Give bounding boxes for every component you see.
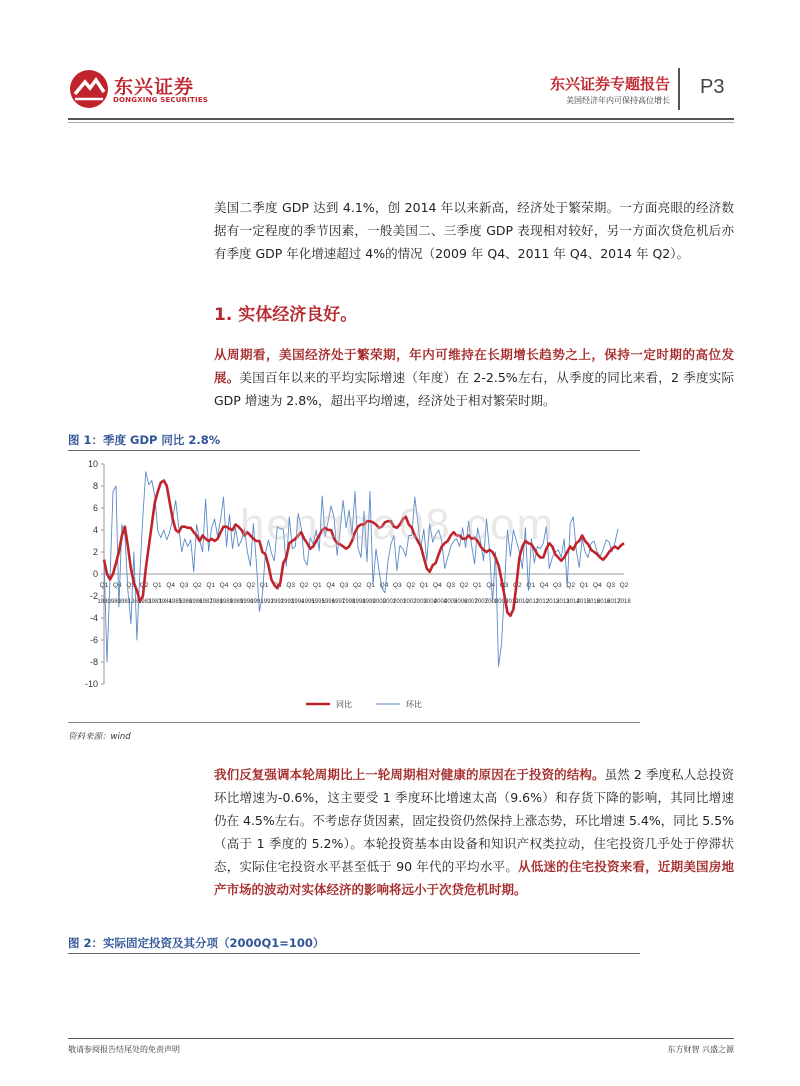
x-tick-quarter-label: Q1 bbox=[259, 582, 269, 589]
x-tick-year-label: 2003 bbox=[413, 599, 427, 605]
x-tick-quarter-label: Q1 bbox=[152, 582, 162, 589]
x-tick-year-label: 1998 bbox=[342, 599, 356, 605]
x-tick-year-label: 2013 bbox=[556, 599, 570, 605]
x-tick-year-label: 1996 bbox=[321, 599, 335, 605]
x-tick-year-label: 1992 bbox=[270, 599, 285, 605]
x-tick-quarter-label: Q3 bbox=[179, 582, 189, 589]
x-tick-quarter-label: Q1 bbox=[206, 582, 216, 589]
x-tick-year-label: 2010 bbox=[505, 599, 519, 605]
paragraph-text: 虽然 2 季度私人总投资环比增速为-0.6%，这主要受 1 季度环比增速太高（9.6%）和存货下降的影响，其同比增速仍在 4.5%左右。不考虑存货因素，固定投资仍然保持上涨态势，环比增速 5.4%，同比 5.5%（高于 1 季度的 5.2%）。本轮投资基本由设备和知识产权类拉动，住宅投资几乎处于停滞状态，实际住宅投资水平甚至低于 90 年代的平均水平。 bbox=[214, 767, 734, 874]
paragraph-text: 美国百年以来的平均实际增速（年度）在 2-2.5%左右，从季度的同比来看，2 季度实际 GDP 增速为 2.8%，超出平均增速，经济处于相对繁荣时期。 bbox=[214, 370, 734, 408]
x-tick-quarter-label: Q2 bbox=[459, 582, 469, 589]
x-tick-quarter-label: Q1 bbox=[99, 582, 109, 589]
paragraph-conclusion: 从低迷的住宅投资来看，近期美国房地产市场的波动对实体经济的影响将远小于次贷危机时期。 bbox=[214, 859, 734, 897]
x-tick-year-label: 1998 bbox=[352, 599, 366, 605]
x-tick-quarter-label: Q2 bbox=[246, 582, 256, 589]
y-tick-label: 4 bbox=[92, 525, 98, 535]
x-tick-year-label: 1999 bbox=[362, 599, 376, 605]
legend-label-qoq: 环比 bbox=[406, 700, 422, 709]
x-tick-year-label: 1984 bbox=[158, 599, 172, 605]
x-tick-quarter-label: Q2 bbox=[352, 582, 362, 589]
header-rule bbox=[68, 118, 734, 120]
y-tick-label: 0 bbox=[92, 569, 98, 579]
x-tick-year-label: 1995 bbox=[311, 599, 325, 605]
x-tick-year-label: 2001 bbox=[382, 599, 397, 605]
x-tick-quarter-label: Q2 bbox=[512, 582, 522, 589]
paragraph-investment bbox=[214, 763, 734, 901]
x-tick-year-label: 2010 bbox=[515, 599, 529, 605]
paragraph-lead: 从周期看，美国经济处于繁荣期，年内可维持在长期增长趋势之上，保持一定时期的高位发展。 bbox=[214, 347, 734, 385]
x-tick-year-label: 1995 bbox=[301, 599, 315, 605]
x-tick-quarter-label: Q3 bbox=[286, 582, 296, 589]
x-tick-year-label: 2009 bbox=[494, 599, 509, 605]
section-heading: 1. 实体经济良好。 bbox=[214, 305, 358, 325]
paragraph-cycle bbox=[214, 343, 734, 412]
x-tick-year-label: 2007 bbox=[464, 599, 478, 605]
x-tick-year-label: 1987 bbox=[199, 599, 213, 605]
x-tick-quarter-label: Q2 bbox=[619, 582, 629, 589]
paragraph-gdp-intro bbox=[214, 196, 734, 265]
y-tick-label: 6 bbox=[92, 503, 98, 513]
x-tick-quarter-label: Q4 bbox=[326, 582, 336, 589]
x-tick-year-label: 2004 bbox=[433, 599, 448, 605]
x-tick-year-label: 1980 bbox=[97, 599, 111, 605]
y-tick-label: 10 bbox=[87, 459, 98, 469]
y-tick-label: -4 bbox=[89, 613, 98, 623]
source-rule bbox=[68, 722, 640, 723]
x-tick-year-label: 1993 bbox=[280, 599, 295, 605]
paragraph-lead: 我们反复强调本轮周期比上一轮周期相对健康的原因在于投资的结构。 bbox=[214, 767, 605, 782]
report-subtitle: 美国经济年内可保持高位增长 bbox=[566, 96, 670, 105]
x-tick-quarter-label: Q3 bbox=[392, 582, 402, 589]
figure-1-title: 图 1：季度 GDP 同比 2.8% bbox=[68, 433, 221, 447]
x-tick-year-label: 2015 bbox=[576, 599, 590, 605]
footer-slogan: 东方财智 兴盛之源 bbox=[667, 1045, 734, 1054]
x-tick-year-label: 2017 bbox=[607, 599, 621, 605]
x-tick-quarter-label: Q4 bbox=[166, 582, 176, 589]
report-title: 东兴证券专题报告 bbox=[549, 75, 670, 93]
y-tick-label: 2 bbox=[92, 547, 98, 557]
x-tick-quarter-label: Q1 bbox=[526, 582, 536, 589]
x-tick-year-label: 1992 bbox=[260, 599, 274, 605]
y-tick-label: 8 bbox=[92, 481, 98, 491]
x-tick-quarter-label: Q4 bbox=[539, 582, 549, 589]
x-tick-year-label: 1986 bbox=[189, 599, 203, 605]
x-tick-quarter-label: Q3 bbox=[232, 582, 242, 589]
x-tick-year-label: 1990 bbox=[240, 599, 254, 605]
x-tick-year-label: 2006 bbox=[454, 599, 468, 605]
x-tick-quarter-label: Q3 bbox=[606, 582, 616, 589]
x-tick-year-label: 2016 bbox=[586, 599, 601, 605]
x-tick-quarter-label: Q1 bbox=[472, 582, 482, 589]
x-tick-year-label: 1986 bbox=[178, 599, 193, 605]
x-tick-quarter-label: Q4 bbox=[486, 582, 496, 589]
figure-1-rule bbox=[68, 450, 640, 451]
x-tick-quarter-label: Q4 bbox=[272, 582, 282, 589]
x-tick-year-label: 1983 bbox=[148, 599, 162, 605]
x-tick-year-label: 1982 bbox=[127, 599, 142, 605]
x-tick-quarter-label: Q1 bbox=[366, 582, 376, 589]
footer-disclaimer: 敬请参阅报告结尾处的免责声明 bbox=[68, 1045, 180, 1054]
x-tick-year-label: 2008 bbox=[484, 599, 499, 605]
y-tick-label: -2 bbox=[89, 591, 98, 601]
x-tick-year-label: 2007 bbox=[474, 599, 488, 605]
watermark: hengqa08.com bbox=[240, 500, 556, 549]
x-tick-quarter-label: Q4 bbox=[432, 582, 442, 589]
x-tick-year-label: 1981 bbox=[117, 599, 132, 605]
footer-rule bbox=[68, 1038, 734, 1039]
x-tick-quarter-label: Q2 bbox=[299, 582, 309, 589]
x-tick-year-label: 1997 bbox=[331, 599, 346, 605]
header-rule-thin bbox=[68, 122, 734, 123]
legend-label-yoy: 同比 bbox=[336, 700, 352, 709]
y-tick-label: -8 bbox=[89, 657, 98, 667]
x-tick-year-label: 2014 bbox=[566, 599, 580, 605]
x-tick-year-label: 1988 bbox=[209, 599, 223, 605]
x-tick-quarter-label: Q3 bbox=[126, 582, 136, 589]
x-tick-year-label: 1980 bbox=[107, 599, 121, 605]
x-tick-quarter-label: Q2 bbox=[566, 582, 576, 589]
x-tick-year-label: 1989 bbox=[219, 599, 234, 605]
x-tick-year-label: 1985 bbox=[168, 599, 183, 605]
figure-1-source: 资料来源：wind bbox=[68, 732, 131, 742]
brand-name-cn: 东兴证券 bbox=[114, 76, 195, 98]
x-tick-year-label: 1989 bbox=[229, 599, 244, 605]
x-tick-year-label: 1991 bbox=[250, 599, 264, 605]
figure-2-title: 图 2：实际固定投资及其分项（2000Q1=100） bbox=[68, 936, 325, 950]
x-tick-year-label: 2013 bbox=[545, 599, 560, 605]
x-tick-quarter-label: Q4 bbox=[379, 582, 389, 589]
header-divider bbox=[678, 68, 680, 110]
brand-name-en: DONGXING SECURITIES bbox=[113, 96, 209, 104]
x-tick-year-label: 2018 bbox=[617, 599, 631, 605]
x-tick-year-label: 2005 bbox=[443, 599, 458, 605]
x-tick-quarter-label: Q2 bbox=[192, 582, 202, 589]
x-tick-quarter-label: Q4 bbox=[219, 582, 229, 589]
x-tick-quarter-label: Q1 bbox=[579, 582, 589, 589]
x-tick-year-label: 2016 bbox=[596, 599, 611, 605]
x-tick-quarter-label: Q3 bbox=[339, 582, 349, 589]
x-tick-year-label: 2002 bbox=[403, 599, 417, 605]
x-tick-year-label: 2000 bbox=[372, 599, 386, 605]
x-tick-year-label: 2004 bbox=[423, 599, 437, 605]
y-tick-label: -6 bbox=[89, 635, 98, 645]
figure-2-rule bbox=[68, 953, 640, 954]
x-tick-quarter-label: Q3 bbox=[552, 582, 562, 589]
paragraph-text: 美国二季度 GDP 达到 4.1%，创 2014 年以来新高，经济处于繁荣期。一方面亮眼的经济数据有一定程度的季节因素，一般美国二、三季度 GDP 表现相对较好，另一方面次贷危机后亦有季度 GDP 年化增速超过 4%的情况（2009 年 Q4、2011 年 Q4、2014 年 Q2）。 bbox=[214, 200, 734, 261]
x-tick-quarter-label: Q3 bbox=[499, 582, 509, 589]
x-tick-quarter-label: Q3 bbox=[446, 582, 456, 589]
brand-logo-icon bbox=[68, 68, 110, 114]
x-tick-year-label: 2001 bbox=[393, 599, 407, 605]
y-tick-label: -10 bbox=[84, 679, 98, 689]
x-tick-year-label: 1983 bbox=[138, 599, 152, 605]
x-tick-quarter-label: Q2 bbox=[139, 582, 149, 589]
x-tick-year-label: 2012 bbox=[535, 599, 550, 605]
x-tick-year-label: 1994 bbox=[291, 599, 305, 605]
x-tick-year-label: 2011 bbox=[525, 599, 539, 605]
x-tick-quarter-label: Q1 bbox=[419, 582, 429, 589]
gdp-chart bbox=[68, 454, 640, 716]
page-number: P3 bbox=[700, 76, 725, 98]
x-tick-quarter-label: Q2 bbox=[406, 582, 416, 589]
x-tick-quarter-label: Q4 bbox=[592, 582, 602, 589]
x-tick-quarter-label: Q1 bbox=[312, 582, 322, 589]
x-tick-quarter-label: Q4 bbox=[112, 582, 122, 589]
